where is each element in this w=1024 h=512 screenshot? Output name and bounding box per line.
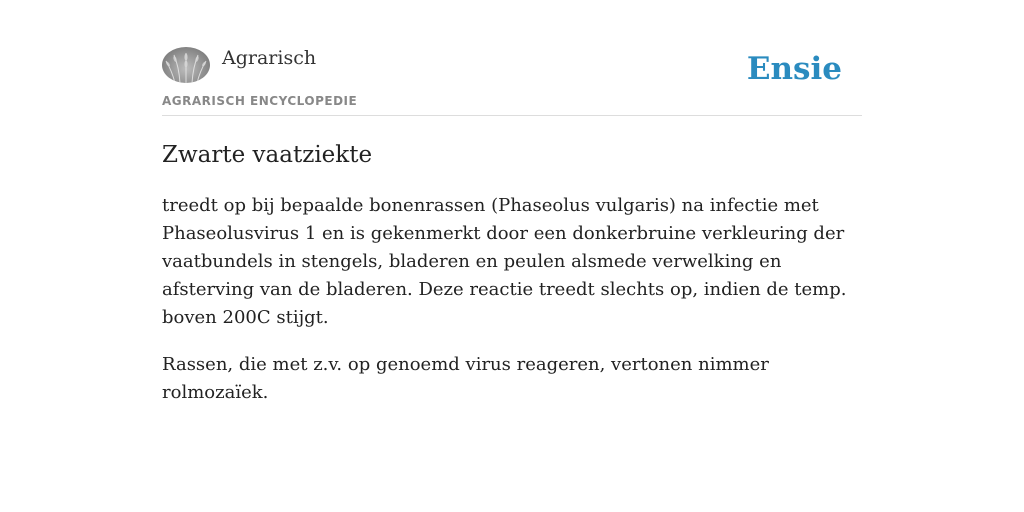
page-container <box>162 0 862 403</box>
article-paragraph: Rassen, die met z.v. op genoemd virus reageren, vertonen nimmer rolmozaïek. <box>162 354 769 403</box>
article-paragraph: treedt op bij bepaalde bonenrassen (Phaseolus vulgaris) na infectie met Phaseolusvirus 1 en is gekenmerkt door een donkerbruine verkleuring der vaatbundels in stengels, bladeren en peulen alsmede verwelking en afsterving van de bladeren. Deze reactie treedt slechts op, indien de temp. boven 200C stijgt. <box>162 195 847 328</box>
site-name-link[interactable]: Agrarisch <box>222 47 317 69</box>
site-subtitle: AGRARISCH ENCYCLOPEDIE <box>162 94 358 108</box>
article-title: Zwarte vaatziekte <box>162 142 373 168</box>
brand-logo-link[interactable]: Ensie <box>746 51 842 87</box>
article-body <box>162 192 862 426</box>
wheat-logo-icon[interactable] <box>162 47 210 83</box>
header <box>162 0 862 116</box>
